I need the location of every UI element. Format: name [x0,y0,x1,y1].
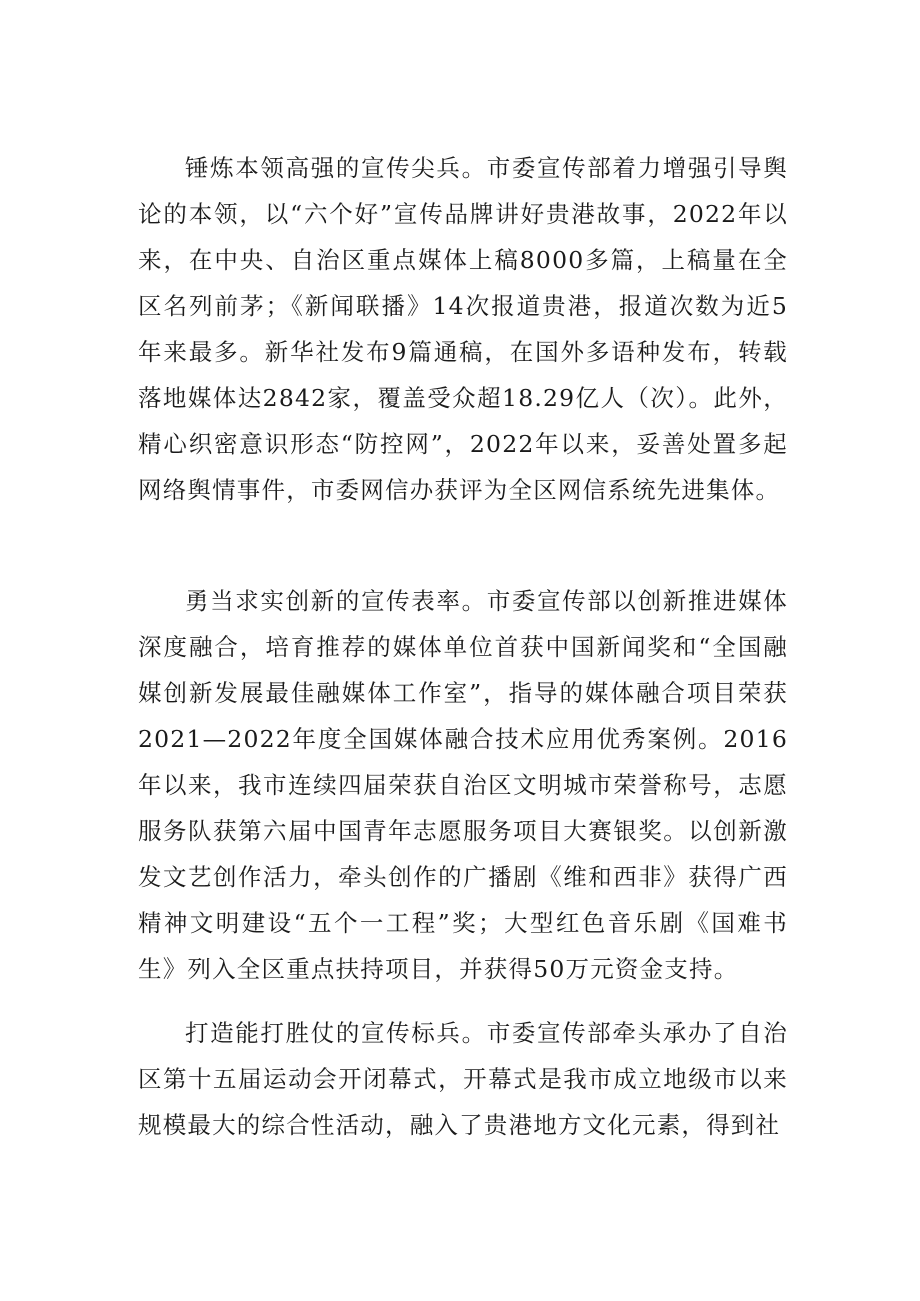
paragraph-3: 打造能打胜仗的宣传标兵。市委宣传部牵头承办了自治区第十五届运动会开闭幕式，开幕式是我市成立地级市以来规模最大的综合性活动，融入了贵港地方文化元素，得到社 [138,1019,788,1139]
paragraph-2: 勇当求实创新的宣传表率。市委宣传部以创新推进媒体深度融合，培育推荐的媒体单位首获中国新闻奖和“全国融媒创新发展最佳融媒体工作室”，指导的媒体融合项目荣获2021—2022年度全国媒体融合技术应用优秀案例。2016年以来，我市连续四届荣获自治区文明城市荣誉称号，志愿服务队获第六届中国青年志愿服务项目大赛银奖。以创新激发文艺创作活力，牵头创作的广播剧《维和西非》获得广西精神文明建设“五个一工程”奖；大型红色音乐剧《国难书生》列入全区重点扶持项目，并获得50万元资金支持。 [138,587,788,983]
paragraph-1: 锤炼本领高强的宣传尖兵。市委宣传部着力增强引导舆论的本领，以“六个好”宣传品牌讲好贵港故事，2022年以来，在中央、自治区重点媒体上稿8000多篇，上稿量在全区名列前茅；《新闻联播》14次报道贵港，报道次数为近5年来最多。新华社发布9篇通稿，在国外多语种发布，转载落地媒体达2842家，覆盖受众超18.29亿人（次）。此外，精心织密意识形态“防控网”，2022年以来，妥善处置多起网络舆情事件，市委网信办获评为全区网信系统先进集体。 [138,154,788,504]
